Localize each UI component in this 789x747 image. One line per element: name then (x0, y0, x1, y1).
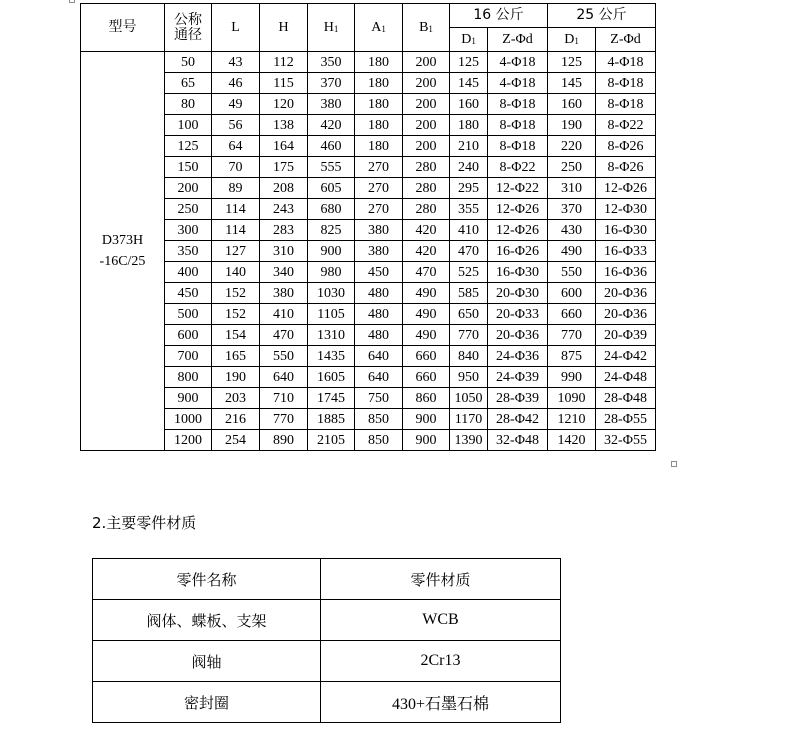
cell-bolt-16: 16-Φ26 (488, 241, 548, 262)
cell-nominal-diameter: 125 (165, 136, 212, 157)
cell-D1-16: 410 (450, 220, 488, 241)
cell-H: 550 (260, 346, 308, 367)
cell-H1: 900 (308, 241, 355, 262)
cell-H: 310 (260, 241, 308, 262)
part-material: 430+石墨石棉 (321, 682, 561, 723)
header-part-name: 零件名称 (93, 559, 321, 600)
cell-L: 154 (212, 325, 260, 346)
cell-bolt-25: 12-Φ30 (596, 199, 656, 220)
table-row (81, 73, 656, 94)
cell-H1: 380 (308, 94, 355, 115)
materials-row (93, 641, 561, 682)
cell-D1-25: 990 (548, 367, 596, 388)
cell-L: 190 (212, 367, 260, 388)
cell-bolt-25: 20-Φ36 (596, 283, 656, 304)
cell-H: 138 (260, 115, 308, 136)
cell-B1: 200 (403, 94, 450, 115)
cell-H1: 605 (308, 178, 355, 199)
cell-H: 340 (260, 262, 308, 283)
cell-H1: 2105 (308, 430, 355, 451)
cell-H1: 1310 (308, 325, 355, 346)
cell-B1: 200 (403, 73, 450, 94)
cell-nominal-diameter: 250 (165, 199, 212, 220)
table-row (81, 409, 656, 430)
cell-H: 115 (260, 73, 308, 94)
cell-A1: 180 (355, 73, 403, 94)
table-row (81, 157, 656, 178)
cell-bolt-16: 24-Φ39 (488, 367, 548, 388)
header-H: H (260, 4, 308, 52)
cell-L: 140 (212, 262, 260, 283)
cell-H: 175 (260, 157, 308, 178)
cell-D1-25: 490 (548, 241, 596, 262)
cell-nominal-diameter: 80 (165, 94, 212, 115)
cell-D1-25: 550 (548, 262, 596, 283)
cell-D1-25: 660 (548, 304, 596, 325)
header-nominal-diameter: 公称 通径 (165, 4, 212, 52)
cell-A1: 850 (355, 430, 403, 451)
cell-D1-16: 1050 (450, 388, 488, 409)
cell-L: 89 (212, 178, 260, 199)
cell-B1: 280 (403, 178, 450, 199)
cell-D1-16: 210 (450, 136, 488, 157)
table-row (81, 262, 656, 283)
cell-H1: 350 (308, 52, 355, 73)
cell-H: 640 (260, 367, 308, 388)
cell-bolt-25: 8-Φ18 (596, 73, 656, 94)
cell-bolt-25: 16-Φ36 (596, 262, 656, 283)
cell-nominal-diameter: 300 (165, 220, 212, 241)
cell-L: 43 (212, 52, 260, 73)
cell-A1: 380 (355, 241, 403, 262)
cell-bolt-25: 4-Φ18 (596, 52, 656, 73)
cell-H1: 1105 (308, 304, 355, 325)
cell-nominal-diameter: 150 (165, 157, 212, 178)
table-row (81, 304, 656, 325)
cell-B1: 280 (403, 199, 450, 220)
cell-L: 152 (212, 283, 260, 304)
cell-D1-25: 1420 (548, 430, 596, 451)
cell-B1: 420 (403, 220, 450, 241)
cell-L: 70 (212, 157, 260, 178)
cell-bolt-25: 8-Φ26 (596, 136, 656, 157)
cell-A1: 270 (355, 199, 403, 220)
materials-row (93, 600, 561, 641)
cell-B1: 490 (403, 325, 450, 346)
cell-bolt-16: 4-Φ18 (488, 52, 548, 73)
cell-D1-25: 310 (548, 178, 596, 199)
cell-H1: 680 (308, 199, 355, 220)
cell-L: 216 (212, 409, 260, 430)
dimension-table (80, 3, 656, 451)
cell-D1-16: 355 (450, 199, 488, 220)
cell-D1-25: 145 (548, 73, 596, 94)
cell-B1: 900 (403, 409, 450, 430)
cell-nominal-diameter: 50 (165, 52, 212, 73)
cell-B1: 660 (403, 346, 450, 367)
cell-D1-16: 145 (450, 73, 488, 94)
cell-A1: 180 (355, 52, 403, 73)
part-material: 2Cr13 (321, 641, 561, 682)
cell-L: 254 (212, 430, 260, 451)
table-row (81, 136, 656, 157)
table-row (81, 199, 656, 220)
part-name: 阀轴 (93, 641, 321, 682)
table-row (81, 94, 656, 115)
cell-B1: 420 (403, 241, 450, 262)
header-group-25: 25 公斤 (548, 4, 656, 28)
cell-H1: 980 (308, 262, 355, 283)
cell-bolt-16: 8-Φ22 (488, 157, 548, 178)
cell-B1: 900 (403, 430, 450, 451)
cell-nominal-diameter: 1000 (165, 409, 212, 430)
cell-H1: 1745 (308, 388, 355, 409)
table-row (81, 52, 656, 73)
cell-bolt-25: 28-Φ55 (596, 409, 656, 430)
cell-A1: 480 (355, 304, 403, 325)
cell-bolt-25: 20-Φ39 (596, 325, 656, 346)
cell-H: 208 (260, 178, 308, 199)
materials-row (93, 682, 561, 723)
section-title: 2.主要零件材质 (92, 514, 197, 532)
cell-D1-25: 430 (548, 220, 596, 241)
cell-D1-16: 295 (450, 178, 488, 199)
cell-B1: 200 (403, 52, 450, 73)
cell-D1-25: 250 (548, 157, 596, 178)
table-row (81, 220, 656, 241)
cell-L: 64 (212, 136, 260, 157)
cell-bolt-25: 32-Φ55 (596, 430, 656, 451)
cell-D1-25: 1210 (548, 409, 596, 430)
header-D1-25: $D_1$ (548, 28, 596, 52)
cell-D1-25: 125 (548, 52, 596, 73)
cell-bolt-16: 20-Φ30 (488, 283, 548, 304)
materials-table (92, 558, 561, 723)
cell-nominal-diameter: 500 (165, 304, 212, 325)
cell-D1-16: 525 (450, 262, 488, 283)
cell-bolt-16: 8-Φ18 (488, 115, 548, 136)
cell-bolt-16: 24-Φ36 (488, 346, 548, 367)
cell-bolt-25: 20-Φ36 (596, 304, 656, 325)
cell-bolt-25: 16-Φ33 (596, 241, 656, 262)
cell-H1: 1605 (308, 367, 355, 388)
cell-H1: 1885 (308, 409, 355, 430)
cell-nominal-diameter: 600 (165, 325, 212, 346)
cell-B1: 490 (403, 304, 450, 325)
cell-H1: 460 (308, 136, 355, 157)
cell-D1-25: 770 (548, 325, 596, 346)
cell-H1: 555 (308, 157, 355, 178)
cell-bolt-16: 28-Φ39 (488, 388, 548, 409)
cell-H: 770 (260, 409, 308, 430)
header-H1: $H_1$ (308, 4, 355, 52)
cell-D1-16: 470 (450, 241, 488, 262)
header-bolt-16: Z-Φd (488, 28, 548, 52)
cell-L: 114 (212, 220, 260, 241)
cell-L: 203 (212, 388, 260, 409)
cell-A1: 180 (355, 94, 403, 115)
cell-L: 165 (212, 346, 260, 367)
cell-nominal-diameter: 100 (165, 115, 212, 136)
cell-A1: 180 (355, 136, 403, 157)
table-row (81, 367, 656, 388)
header-material: 零件材质 (321, 559, 561, 600)
cell-bolt-16: 20-Φ36 (488, 325, 548, 346)
cell-A1: 640 (355, 346, 403, 367)
cell-bolt-16: 16-Φ30 (488, 262, 548, 283)
cell-H1: 1435 (308, 346, 355, 367)
cell-bolt-16: 12-Φ26 (488, 220, 548, 241)
cell-bolt-25: 12-Φ26 (596, 178, 656, 199)
cell-bolt-16: 12-Φ22 (488, 178, 548, 199)
cell-B1: 280 (403, 157, 450, 178)
cell-B1: 490 (403, 283, 450, 304)
header-D1-16: $D_1$ (450, 28, 488, 52)
cell-bolt-25: 8-Φ22 (596, 115, 656, 136)
cell-L: 127 (212, 241, 260, 262)
cell-D1-25: 1090 (548, 388, 596, 409)
cell-L: 49 (212, 94, 260, 115)
materials-header-row (93, 559, 561, 600)
cell-nominal-diameter: 400 (165, 262, 212, 283)
cell-B1: 470 (403, 262, 450, 283)
cell-bolt-25: 24-Φ48 (596, 367, 656, 388)
cell-nominal-diameter: 450 (165, 283, 212, 304)
cell-bolt-16: 8-Φ18 (488, 136, 548, 157)
table-row (81, 241, 656, 262)
cell-bolt-16: 4-Φ18 (488, 73, 548, 94)
cell-B1: 660 (403, 367, 450, 388)
cell-D1-16: 770 (450, 325, 488, 346)
cell-bolt-16: 8-Φ18 (488, 94, 548, 115)
cell-H: 164 (260, 136, 308, 157)
cell-D1-16: 950 (450, 367, 488, 388)
table-row (81, 283, 656, 304)
cell-D1-25: 190 (548, 115, 596, 136)
dimension-table-body (81, 52, 656, 451)
table-move-handle[interactable] (69, 0, 75, 3)
cell-bolt-16: 20-Φ33 (488, 304, 548, 325)
table-row (81, 430, 656, 451)
cell-nominal-diameter: 800 (165, 367, 212, 388)
part-material: WCB (321, 600, 561, 641)
cell-H: 380 (260, 283, 308, 304)
cell-D1-16: 125 (450, 52, 488, 73)
cell-nominal-diameter: 65 (165, 73, 212, 94)
header-model: 型号 (81, 4, 165, 52)
cell-L: 152 (212, 304, 260, 325)
cell-A1: 640 (355, 367, 403, 388)
cell-nominal-diameter: 700 (165, 346, 212, 367)
cell-A1: 270 (355, 178, 403, 199)
header-group-16: 16 公斤 (450, 4, 548, 28)
cell-A1: 180 (355, 115, 403, 136)
cell-nominal-diameter: 200 (165, 178, 212, 199)
cell-nominal-diameter: 1200 (165, 430, 212, 451)
table-row (81, 346, 656, 367)
cell-nominal-diameter: 900 (165, 388, 212, 409)
cell-A1: 750 (355, 388, 403, 409)
cell-H: 283 (260, 220, 308, 241)
cell-D1-25: 220 (548, 136, 596, 157)
cell-D1-16: 240 (450, 157, 488, 178)
cell-bolt-25: 16-Φ30 (596, 220, 656, 241)
cell-L: 46 (212, 73, 260, 94)
cell-B1: 860 (403, 388, 450, 409)
cell-nominal-diameter: 350 (165, 241, 212, 262)
cell-L: 56 (212, 115, 260, 136)
cell-D1-25: 160 (548, 94, 596, 115)
cell-H: 243 (260, 199, 308, 220)
cell-A1: 850 (355, 409, 403, 430)
cell-D1-16: 180 (450, 115, 488, 136)
cell-bolt-16: 28-Φ42 (488, 409, 548, 430)
cell-bolt-16: 32-Φ48 (488, 430, 548, 451)
cell-H: 710 (260, 388, 308, 409)
header-L: L (212, 4, 260, 52)
cell-A1: 480 (355, 325, 403, 346)
cell-A1: 450 (355, 262, 403, 283)
cell-bolt-25: 28-Φ48 (596, 388, 656, 409)
cell-D1-25: 875 (548, 346, 596, 367)
cell-D1-25: 370 (548, 199, 596, 220)
cell-A1: 380 (355, 220, 403, 241)
cell-B1: 200 (403, 115, 450, 136)
cell-H1: 1030 (308, 283, 355, 304)
part-name: 阀体、蝶板、支架 (93, 600, 321, 641)
cell-D1-16: 585 (450, 283, 488, 304)
cell-H: 120 (260, 94, 308, 115)
cell-D1-16: 840 (450, 346, 488, 367)
table-row (81, 115, 656, 136)
cell-H: 470 (260, 325, 308, 346)
cell-D1-16: 1390 (450, 430, 488, 451)
cell-D1-16: 160 (450, 94, 488, 115)
cell-H1: 420 (308, 115, 355, 136)
table-row (81, 388, 656, 409)
cell-H: 890 (260, 430, 308, 451)
cell-H: 410 (260, 304, 308, 325)
cell-L: 114 (212, 199, 260, 220)
header-A1: $A_1$ (355, 4, 403, 52)
cell-D1-16: 650 (450, 304, 488, 325)
cell-A1: 270 (355, 157, 403, 178)
cell-H1: 370 (308, 73, 355, 94)
part-name: 密封圈 (93, 682, 321, 723)
cell-D1-25: 600 (548, 283, 596, 304)
table-row (81, 325, 656, 346)
cell-bolt-25: 24-Φ42 (596, 346, 656, 367)
model-cell: D373H -16C/25 (81, 52, 165, 451)
cell-A1: 480 (355, 283, 403, 304)
table-row (81, 178, 656, 199)
table-resize-handle[interactable] (671, 461, 677, 467)
cell-B1: 200 (403, 136, 450, 157)
header-bolt-25: Z-Φd (596, 28, 656, 52)
cell-H: 112 (260, 52, 308, 73)
header-B1: $B_1$ (403, 4, 450, 52)
cell-D1-16: 1170 (450, 409, 488, 430)
cell-bolt-25: 8-Φ18 (596, 94, 656, 115)
cell-bolt-16: 12-Φ26 (488, 199, 548, 220)
cell-bolt-25: 8-Φ26 (596, 157, 656, 178)
cell-H1: 825 (308, 220, 355, 241)
